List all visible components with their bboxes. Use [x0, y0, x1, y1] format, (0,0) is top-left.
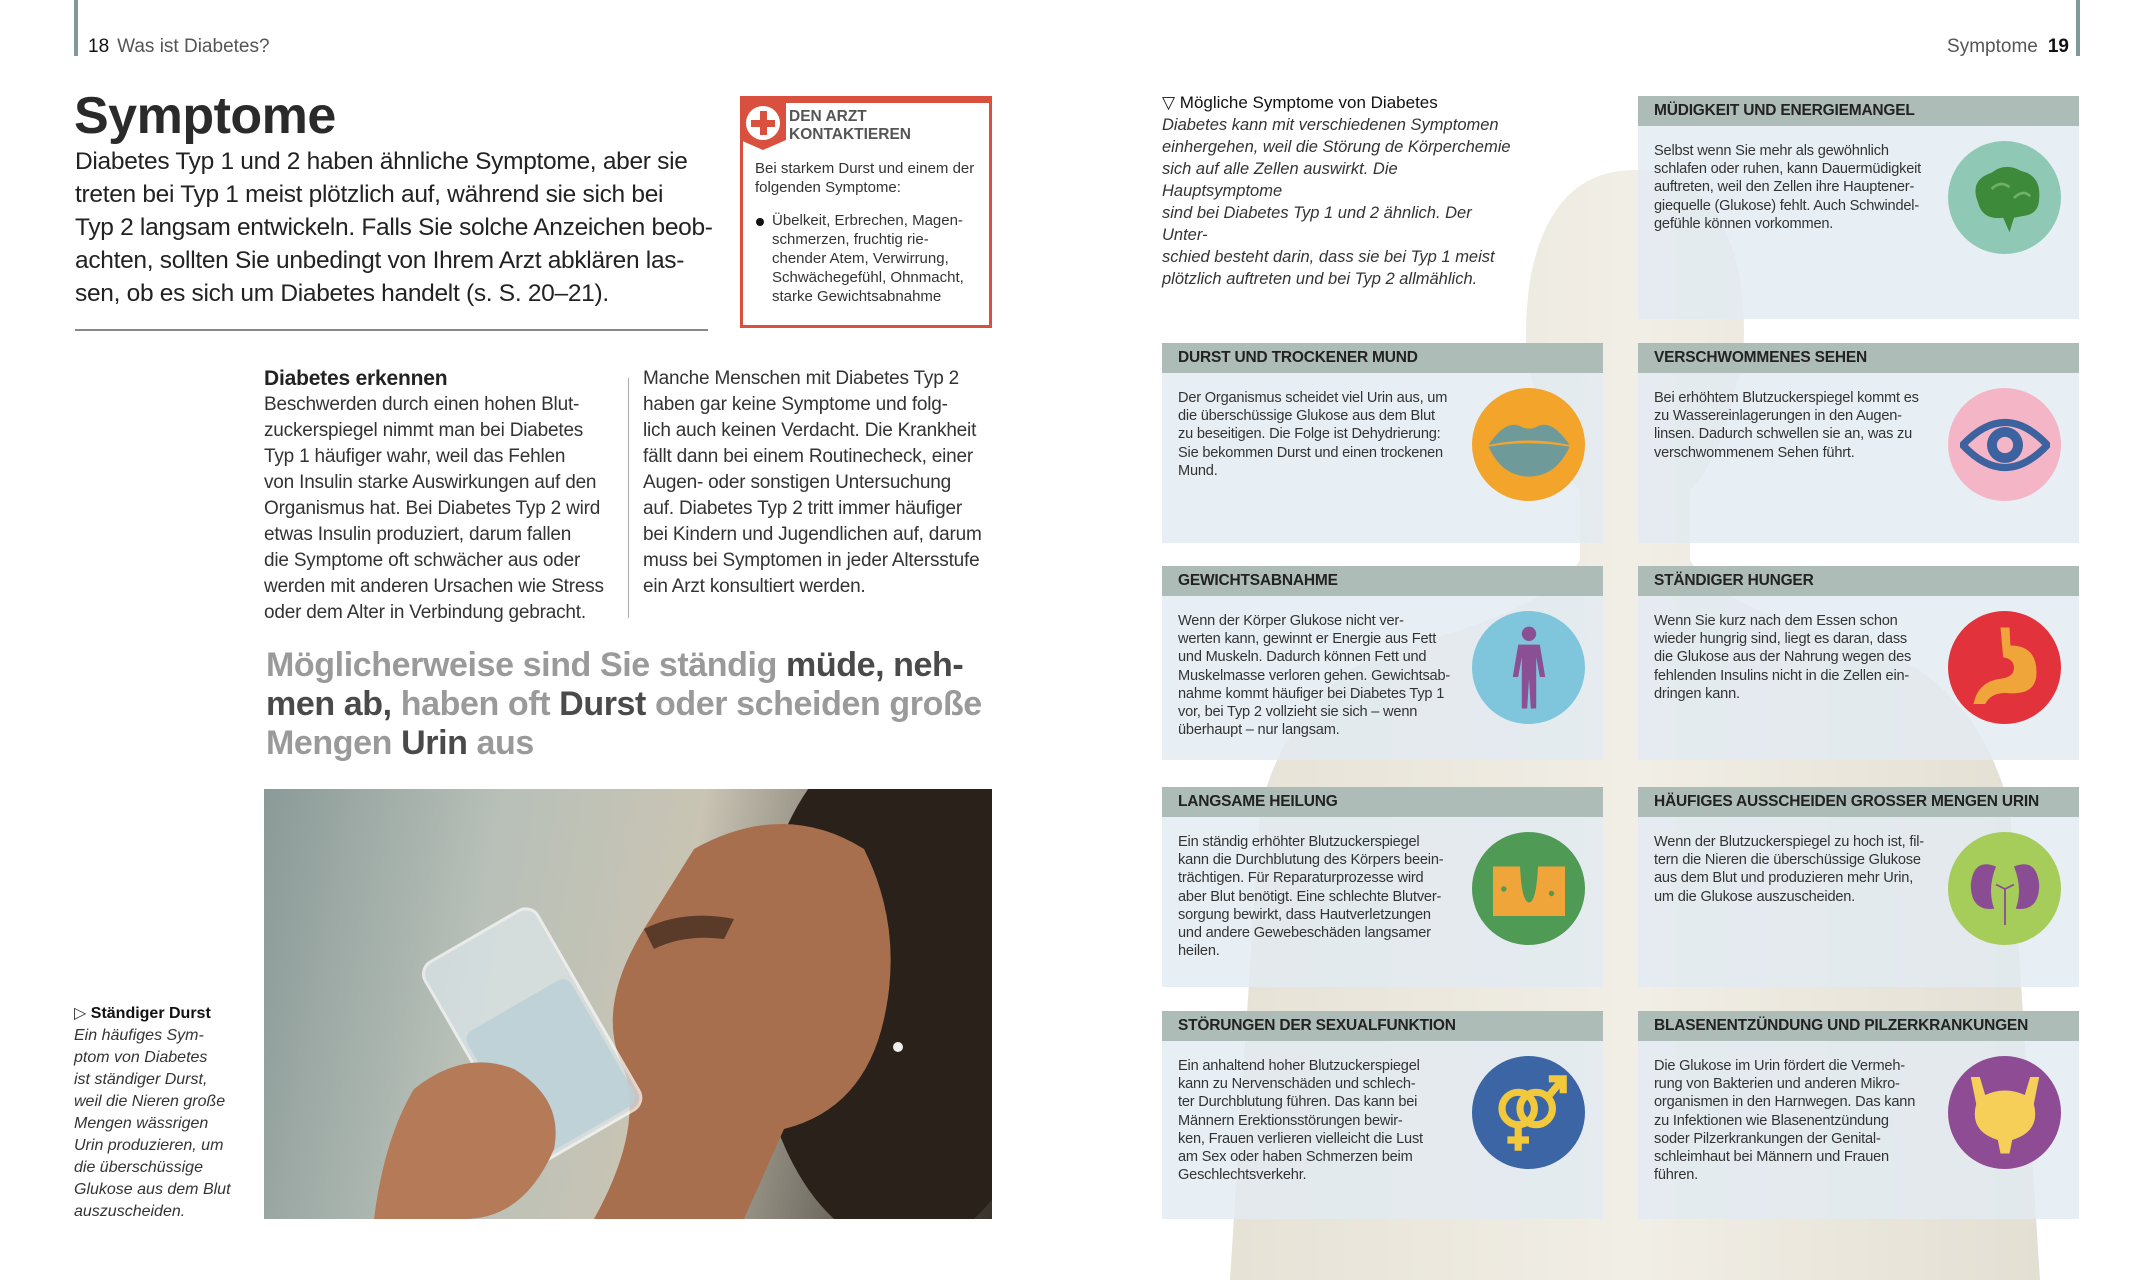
doctor-callout-box: [740, 96, 992, 328]
human-body-icon: [1472, 611, 1585, 724]
card-title: STÖRUNGEN DER SEXUALFUNKTION: [1162, 1011, 1603, 1041]
symptoms-intro-text: Diabetes kann mit verschiedenen Symptomen einhergehen, weil die Störung de Körperchemie sich auf alle Zellen auswirkt. Die Hauptsymptome sind bei Diabetes Typ 1 und 2 ähnlich. Der Unter- schied besteht darin, dass sie bei Typ 1 meist plötzlich auftreten und bei Typ 2 allmählich.: [1162, 116, 1511, 288]
pull-quote: [266, 646, 996, 763]
medical-cross-icon: [740, 100, 786, 150]
right-folio: [1947, 36, 2069, 58]
quote-part: aus: [467, 724, 534, 762]
gender-symbols-icon: [1472, 1056, 1585, 1169]
column-text: Beschwerden durch einen hohen Blut- zuckerspiegel nimmt man bei Diabetes Typ 1 häufiger wahr, weil das Fehlen von Insulin starke Auswirkungen auf den Organismus hat. Bei Diabetes Typ 2 wird etwas Insulin produziert, darum fallen die Symptome oft schwächer aus oder werden mit anderen Ursachen wie Stress oder dem Alter in Verbindung gebracht.: [264, 394, 604, 623]
card-text: Ein ständig erhöhter Blutzuckerspiegel kann die Durchblutung des Körpers beein- trächtigen. Für Reparaturprozesse wird aber Blut benötigt. Eine schlechte Blutver- sorgung bewirkt, dass Hautverletzungen und andere Gewebeschäden langsamer heilen.: [1178, 834, 1444, 960]
callout-bullet: Übelkeit, Erbrechen, Magen- schmerzen, fruchtig rie- chender Atem, Verwirrung, Schwächegefühl, Ohnmacht, starke Gewichtsabnahme: [755, 211, 990, 306]
quote-emphasis: Urin: [401, 724, 468, 762]
card-title: STÄNDIGER HUNGER: [1638, 566, 2079, 596]
page-title: Symptome: [74, 87, 336, 145]
column-2: Manche Menschen mit Diabetes Typ 2 haben gar keine Symptome und folg- lich auch keinen Verdacht. Die Krankheit fällt dann bei einem Routinecheck, einer Augen- oder sonstigen Untersuchung auf. Diabetes Typ 2 tritt immer häufiger bei Kindern und Jugendlichen auf, darum muss bei Symptomen in jeder Altersstufe ein Arzt konsultiert werden.: [643, 368, 982, 597]
column-1: [264, 366, 619, 626]
card-title: VERSCHWOMMENES SEHEN: [1638, 343, 2079, 373]
photo-caption: [74, 1003, 244, 1223]
callout-lead: Bei starkem Durst und einem der folgenden Symptome:: [755, 160, 975, 196]
kidneys-icon: [1948, 832, 2061, 945]
symptom-card-hunger: [1638, 566, 2079, 760]
header-bar: [74, 0, 78, 56]
divider: [75, 329, 708, 331]
section-title: Was ist Diabetes?: [117, 36, 270, 57]
bladder-icon: [1948, 1056, 2061, 1169]
card-text: Ein anhaltend hoher Blutzuckerspiegel kann zu Nervenschäden und schlech- ter Durchblutung führen. Das kann bei Männern Erektionsstörungen bewir- ken, Frauen verlieren vielleicht die Lust am Sex oder haben Schmerzen beim Geschlechtsverkehr.: [1178, 1058, 1423, 1184]
column-heading: Diabetes erkennen: [264, 367, 448, 390]
callout-title: DEN ARZT KONTAKTIEREN: [789, 108, 911, 143]
card-title: BLASENENTZÜNDUNG UND PILZERKRANKUNGEN: [1638, 1011, 2079, 1041]
quote-part: haben oft: [391, 685, 560, 723]
symptom-card-bladder-infection: [1638, 1011, 2079, 1219]
card-text: Die Glukose im Urin fördert die Vermeh- rung von Bakterien und anderen Mikro- organismen in den Harnwegen. Das kann zu Infektionen wie Blasenentzündung soder Pilzerkrankungen der Genital- schleimhaut bei Männern und Frauen führen.: [1654, 1058, 1916, 1184]
card-text: Der Organismus scheidet viel Urin aus, um die überschüssige Glukose aus dem Blut zu beseitigen. Die Folge ist Dehydrierung: Sie bekommen Durst und einen trockenen Mund.: [1178, 390, 1448, 479]
eye-icon: [1948, 388, 2061, 501]
caption-text: Ein häufiges Sym- ptom von Diabetes ist ständiger Durst, weil die Nieren große Mengen wässrigen Urin produzieren, um die überschüssige Glukose aus dem Blut auszuscheiden.: [74, 1027, 231, 1220]
symptom-card-fatigue: [1638, 96, 2079, 319]
intro-text: Diabetes Typ 1 und 2 haben ähnliche Symptome, aber sie treten bei Typ 1 meist plötzlich auf, während sie sich bei Typ 2 langsam entwickeln. Falls Sie solche Anzeichen beob- achten, sollten Sie unbedingt von Ihrem Arzt abklären las- sen, ob es sich um Diabetes handelt (s. S. 20–21).: [75, 148, 713, 307]
symptom-card-blurred-vision: [1638, 343, 2079, 543]
brain-icon: [1948, 141, 2061, 254]
quote-part: Möglicherweise sind Sie ständig: [266, 646, 786, 684]
card-text: Bei erhöhtem Blutzuckerspiegel kommt es zu Wassereinlagerungen in den Augen- linsen. Dadurch schwellen sie an, was zu verschwommenem Sehen führt.: [1654, 390, 1919, 461]
page-number: 19: [2047, 36, 2069, 57]
symptom-card-slow-healing: [1162, 787, 1603, 987]
column-divider: [628, 378, 629, 618]
card-text: Wenn der Blutzuckerspiegel zu hoch ist, fil- tern die Nieren die überschüssige Glukose aus dem Blut und produzieren mehr Urin, um die Glukose auszuscheiden.: [1654, 834, 1924, 905]
left-folio: [88, 36, 270, 58]
stomach-icon: [1948, 611, 2061, 724]
card-title: DURST UND TROCKENER MUND: [1162, 343, 1603, 373]
quote-emphasis: müde, neh- men ab,: [266, 646, 964, 723]
skin-wound-icon: [1472, 832, 1585, 945]
section-title: Symptome: [1947, 36, 2038, 57]
symptom-card-sexual-dysfunction: [1162, 1011, 1603, 1219]
symptom-card-weight-loss: [1162, 566, 1603, 760]
quote-part: oder scheiden große Mengen: [266, 685, 982, 762]
card-title: MÜDIGKEIT UND ENERGIEMANGEL: [1638, 96, 2079, 126]
symptoms-intro-title: ▽ Mögliche Symptome von Diabetes: [1162, 93, 1438, 112]
card-title: LANGSAME HEILUNG: [1162, 787, 1603, 817]
lips-icon: [1472, 388, 1585, 501]
card-title: GEWICHTSABNAHME: [1162, 566, 1603, 596]
caption-marker-icon: ▷: [74, 1005, 87, 1022]
caption-title: Ständiger Durst: [90, 1005, 211, 1022]
symptoms-intro: [1162, 92, 1512, 290]
card-text: Selbst wenn Sie mehr als gewöhnlich schlafen oder ruhen, kann Dauermüdigkeit auftreten, weil den Zellen ihre Hauptener- giequelle (Glukose) fehlt. Auch Schwindel- gefühle können vorkommen.: [1654, 143, 1922, 232]
header-bar: [2076, 0, 2080, 56]
quote-emphasis: Durst: [559, 685, 646, 723]
symptom-card-thirst: [1162, 343, 1603, 543]
symptom-card-frequent-urination: [1638, 787, 2079, 987]
card-text: Wenn Sie kurz nach dem Essen schon wieder hungrig sind, liegt es daran, dass die Glukose aus der Nahrung wegen des fehlenden Insulins nicht in die Zellen ein- dringen kann.: [1654, 613, 1912, 702]
card-text: Wenn der Körper Glukose nicht ver- werten kann, gewinnt er Energie aus Fett und Muskeln. Dadurch können Fett und Muskelmasse verloren gehen. Gewichtsab- nahme kommt häufiger bei Diabetes Typ 1 vor, bei Typ 2 vollzieht sie sich – wenn überhaupt – nur langsam.: [1178, 613, 1451, 739]
card-title: HÄUFIGES AUSSCHEIDEN GROSSER MENGEN URIN: [1638, 787, 2079, 817]
photo-woman-drinking-water: [264, 789, 992, 1219]
page-number: 18: [88, 36, 110, 57]
